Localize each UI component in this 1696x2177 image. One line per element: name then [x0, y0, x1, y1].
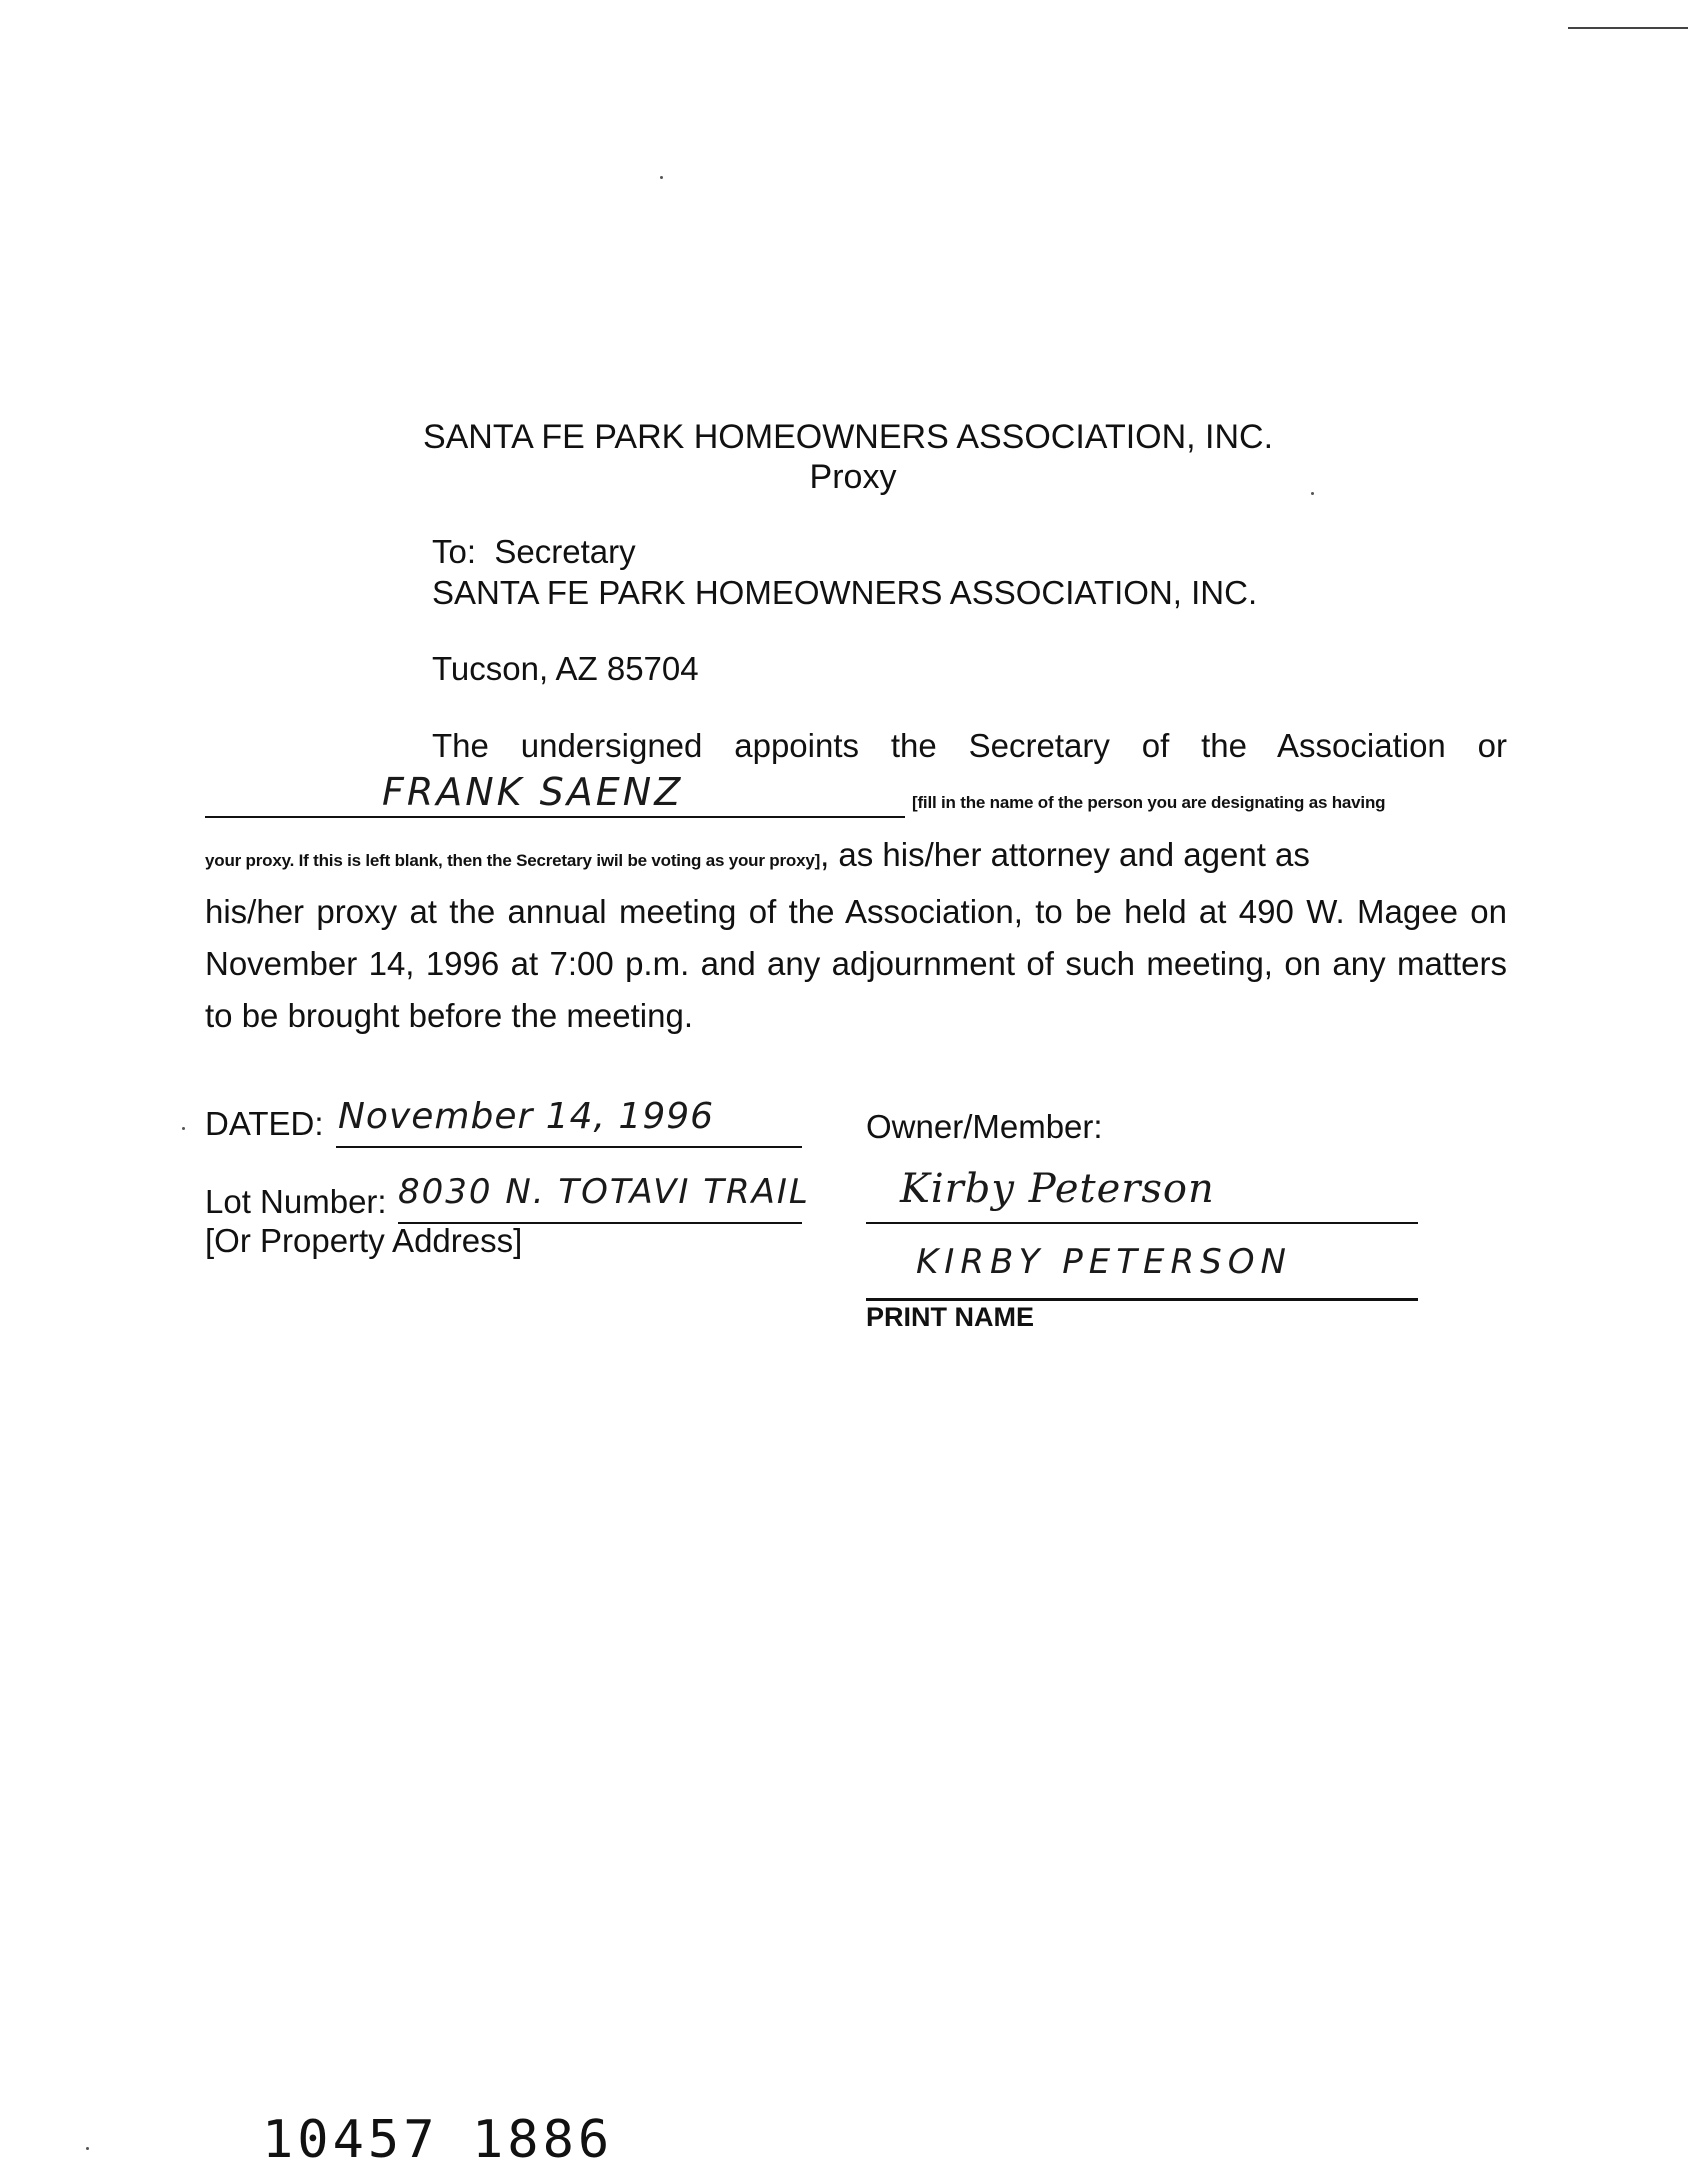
proxy-line-2 — [205, 836, 1507, 874]
signature: Kirby Peterson — [900, 1166, 1215, 1212]
scan-speck — [182, 1127, 185, 1130]
proxy-line-3: his/her proxy at the annual meeting of the Association, to be held at 490 W. Magee on — [205, 893, 1507, 930]
print-name-handwritten: KIRBY PETERSON — [916, 1242, 1292, 1282]
fill-note-1: [fill in the name of the person you are designating as having — [912, 793, 1386, 812]
fill-note-2: your proxy. If this is left blank, then the Secretary iwil be voting as your proxy] — [205, 851, 821, 870]
org-heading: SANTA FE PARK HOMEOWNERS ASSOCIATION, INC. — [422, 418, 1274, 456]
proxy-line-2-rest: , as his/her attorney and agent as — [820, 836, 1310, 873]
dated-handwritten: November 14, 1996 — [338, 1096, 715, 1137]
owner-label: Owner/Member: — [866, 1108, 1103, 1145]
dated-rule — [336, 1146, 802, 1148]
address-org-name: SANTA FE PARK HOMEOWNERS ASSOCIATION, INC. — [432, 574, 1258, 611]
lot-handwritten: 8030 N. TOTAVI TRAIL — [398, 1172, 810, 1212]
proxy-line-1 — [432, 727, 1507, 765]
to-line — [432, 533, 636, 571]
proxy-line-5: to be brought before the meeting. — [205, 997, 694, 1034]
designee-name-handwritten: FRANK SAENZ — [382, 770, 684, 814]
to-label: To: — [432, 533, 477, 570]
proxy-line-4: November 14, 1996 at 7:00 p.m. and any adjournment of such meeting, on any matters — [205, 945, 1507, 982]
scan-speck — [660, 176, 663, 179]
print-name-label: PRINT NAME — [866, 1302, 1034, 1332]
bates-number-2: 1886 — [472, 2110, 614, 2170]
scan-mark — [1568, 27, 1688, 29]
designee-rule — [205, 816, 905, 818]
address-city: Tucson, AZ 85704 — [432, 650, 699, 687]
proxy-paragraph — [205, 886, 1507, 1042]
scan-speck — [86, 2147, 89, 2150]
to-value: Secretary — [494, 533, 636, 570]
print-name-rule — [866, 1298, 1418, 1301]
signature-rule — [866, 1222, 1418, 1224]
dated-label: DATED: — [205, 1105, 324, 1142]
property-label: [Or Property Address] — [205, 1222, 523, 1259]
bates-number-1: 10457 — [262, 2110, 439, 2170]
lot-label: Lot Number: — [205, 1183, 387, 1220]
doc-title: Proxy — [809, 458, 897, 496]
proxy-line-1-text: The undersigned appoints the Secretary of the Association or — [432, 727, 1507, 764]
